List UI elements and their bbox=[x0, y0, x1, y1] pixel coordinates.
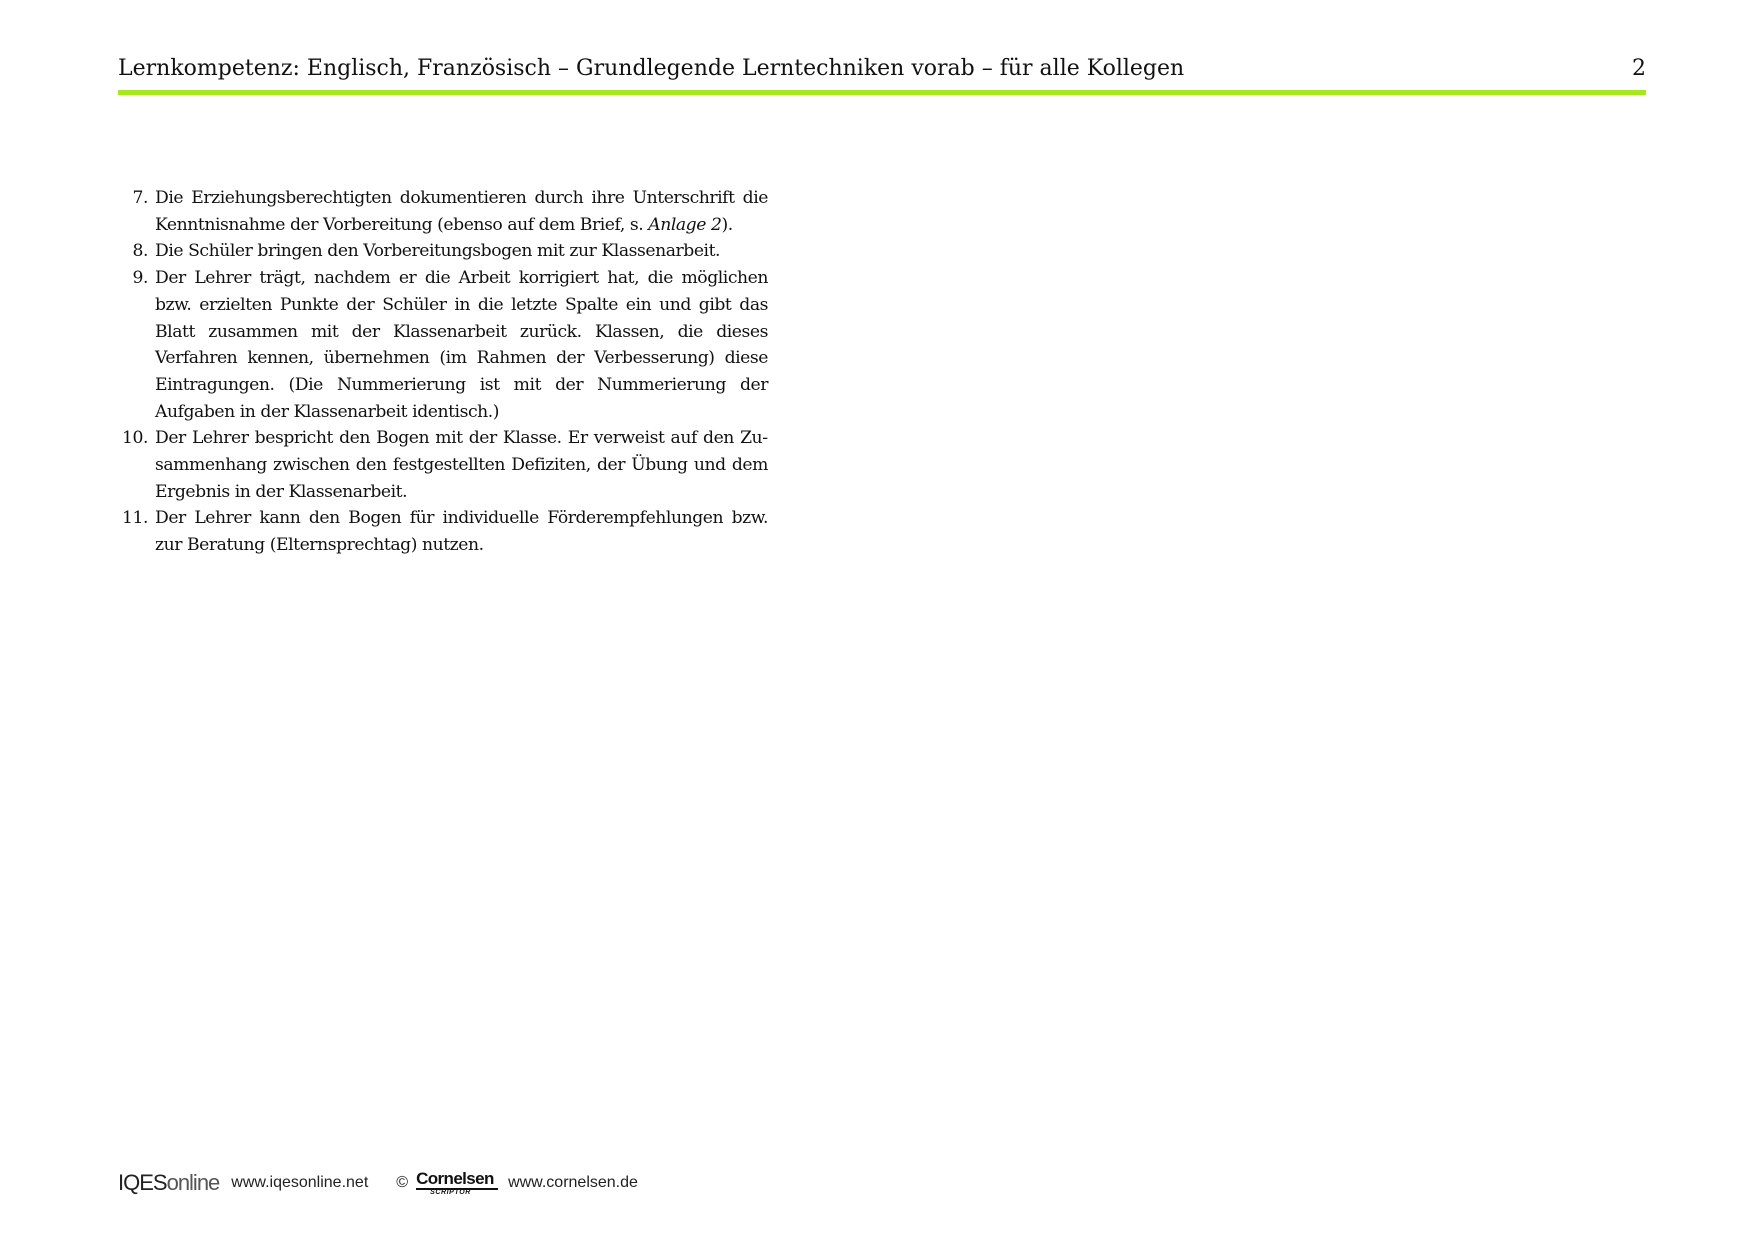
list-item-text: Der Lehrer bespricht den Bogen mit der Klasse. Er verweist auf den Zusammenhang zwischen den festgestellten Defiziten, der Übung und dem Ergebnis in der Klassenarbeit. bbox=[155, 428, 768, 502]
header-divider bbox=[118, 90, 1646, 95]
list-item-text: Die Schüler bringen den Vorbereitungsbogen mit zur Klassenarbeit. bbox=[155, 241, 721, 262]
document-title: Lernkompetenz: Englisch, Französisch – Grundlegende Lerntechniken vorab – für alle Kollegen bbox=[118, 56, 1185, 81]
list-item-number: 10. bbox=[122, 428, 148, 449]
list-item-text: Der Lehrer kann den Bogen für individuelle Förderempfehlungen bzw. zur Beratung (Elternsprechtag) nutzen. bbox=[155, 508, 768, 556]
list-item-text: Die Erziehungsberechtigten dokumentieren durch ihre Unterschrift die Kenntnisnahme der Vorbereitung (ebenso auf dem Brief, s. bbox=[155, 188, 768, 235]
list-item bbox=[118, 185, 768, 238]
list-item bbox=[118, 265, 768, 425]
list-item-emphasis: Anlage 2 bbox=[648, 214, 722, 235]
copyright-icon: © bbox=[396, 1174, 409, 1191]
list-item bbox=[118, 505, 768, 558]
list-item-text: Der Lehrer trägt, nachdem er die Arbeit korrigiert hat, die möglichen bzw. erzielten Punkte der Schüler in die letzte Spalte ein und gibt das Blatt zusammen mit der Klassenarbeit zurück. Klassen, die dieses Verfahren kennen, übernehmen (im Rahmen der Verbesserung) diese Eintragungen. (Die Nummerierung ist mit der Nummerierung der Aufgaben in der Klassenarbeit identisch.) bbox=[155, 268, 768, 422]
cornelsen-link[interactable]: www.cornelsen.de bbox=[508, 1174, 638, 1191]
page-number: 2 bbox=[1632, 56, 1646, 81]
list-item bbox=[118, 238, 768, 265]
list-item bbox=[118, 425, 768, 505]
page-header bbox=[118, 52, 1646, 86]
list-item-number: 11. bbox=[122, 508, 148, 529]
list-item-text-end: ). bbox=[721, 214, 733, 235]
list-item-number: 7. bbox=[132, 188, 148, 208]
iqes-logo: IQESonline bbox=[118, 1170, 220, 1195]
list-item-number: 9. bbox=[132, 268, 148, 289]
numbered-list bbox=[118, 185, 768, 559]
iqes-link[interactable]: www.iqesonline.net bbox=[231, 1174, 369, 1191]
list-item-number: 8. bbox=[132, 241, 148, 262]
page-footer bbox=[118, 1168, 638, 1198]
cornelsen-logo: Cornelsen SCRIPTOR bbox=[416, 1169, 500, 1197]
